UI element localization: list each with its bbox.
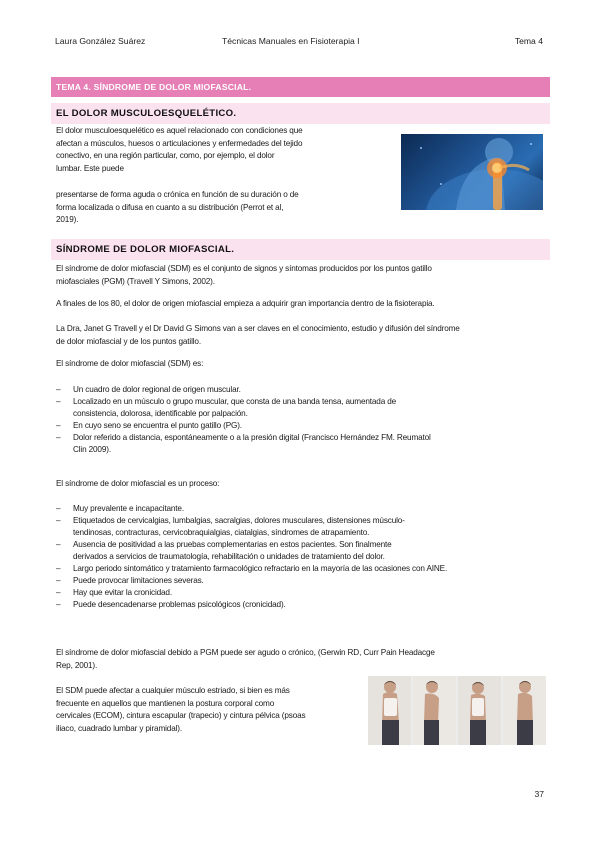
text-line: El síndrome de dolor miofascial debido a PGM puede ser agudo o crónico, (Gerwin RD, Curr Pain Headacge bbox=[56, 648, 435, 657]
list-item bbox=[56, 587, 447, 599]
text-line: presentarse de forma aguda o crónica en función de su duración o de bbox=[56, 190, 299, 199]
text-line: Un cuadro de dolor regional de origen muscular. bbox=[73, 385, 241, 394]
paragraph: A finales de los 80, el dolor de origen miofascial empieza a adquirir gran importancia dentro de la fisioterapia. bbox=[56, 299, 435, 308]
page-number: 37 bbox=[534, 789, 544, 799]
dash-icon: – bbox=[56, 397, 61, 406]
paragraph bbox=[56, 647, 435, 672]
text-line: Ausencia de positividad a las pruebas complementarias en estos pacientes. Son finalmente bbox=[73, 540, 392, 549]
text-line: iliaco, cuadrado lumbar y piramidal). bbox=[56, 723, 182, 733]
list-item bbox=[56, 515, 447, 539]
text-line: consistencia, dolorosa, identificable por palpación. bbox=[73, 409, 248, 418]
text-line: La Dra, Janet G Travell y el Dr David G Simons van a ser claves en el conocimiento, estudio y difusión del síndrome bbox=[56, 324, 460, 333]
text-line: En cuyo seno se encuentra el punto gatillo (PG). bbox=[73, 421, 242, 430]
paragraph bbox=[56, 323, 460, 348]
section-heading: EL DOLOR MUSCULOESQUELÉTICO. bbox=[56, 108, 237, 119]
text-line: frecuente en aquellos que mantienen la postura corporal como bbox=[56, 698, 275, 708]
text-line: El síndrome de dolor miofascial (SDM) es el conjunto de signos y síntomas producidos por los puntos gatillo bbox=[56, 264, 432, 273]
list-item bbox=[56, 539, 447, 563]
paragraph: El síndrome de dolor miofascial (SDM) es: bbox=[56, 359, 204, 368]
text-line: Puede provocar limitaciones severas. bbox=[73, 576, 204, 585]
chapter-title-band bbox=[51, 77, 550, 97]
paragraph bbox=[56, 685, 305, 735]
chapter-title: TEMA 4. SÍNDROME DE DOLOR MIOFASCIAL. bbox=[56, 82, 252, 92]
section-heading-band bbox=[51, 239, 550, 260]
list-item bbox=[56, 599, 447, 611]
text-line: Hay que evitar la cronicidad. bbox=[73, 588, 172, 597]
list-item bbox=[56, 396, 431, 420]
list-item bbox=[56, 503, 447, 515]
dash-icon: – bbox=[56, 588, 61, 597]
header-author: Laura González Suárez bbox=[55, 36, 146, 46]
text-line: Localizado en un músculo o grupo muscular, que consta de una banda tensa, aumentada de bbox=[73, 397, 397, 406]
text-line: El dolor musculoesquelético es aquel relacionado con condiciones que bbox=[56, 126, 303, 135]
dash-icon: – bbox=[56, 504, 61, 513]
text-line: conectivo, en una región particular, como, por ejemplo, el dolor bbox=[56, 151, 275, 160]
paragraph bbox=[56, 125, 303, 175]
dash-icon: – bbox=[56, 421, 61, 430]
section-heading-band bbox=[51, 103, 550, 124]
list-item bbox=[56, 384, 431, 396]
text-line: forma localizada o difusa en cuanto a su distribución (Perrot et al, bbox=[56, 202, 284, 212]
dash-icon: – bbox=[56, 564, 61, 573]
text-line: Largo periodo sintomático y tratamiento farmacológico refractario en la mayoría de las ocasiones con AINE. bbox=[73, 564, 448, 573]
text-line: afectan a músculos, huesos o articulaciones y enfermedades del tejido bbox=[56, 138, 303, 148]
bullet-list bbox=[56, 384, 431, 456]
text-line: derivados a servicios de traumatología, rehabilitación o unidades de tratamiento del dolor. bbox=[73, 552, 385, 561]
header-chapter: Tema 4 bbox=[514, 36, 543, 46]
paragraph bbox=[56, 263, 432, 288]
text-line: tendinosas, contracturas, cervicobraquialgias, ciatalgias, síndromes de atrapamiento. bbox=[73, 528, 370, 537]
text-line: Puede desencadenarse problemas psicológicos (cronicidad). bbox=[73, 600, 286, 609]
dash-icon: – bbox=[56, 516, 61, 525]
text-line: cervicales (ECOM), cintura escapular (trapecio) y cintura pélvica (psoas bbox=[56, 711, 306, 720]
paragraph bbox=[56, 189, 299, 227]
text-line: Muy prevalente e incapacitante. bbox=[73, 504, 184, 513]
list-item bbox=[56, 432, 431, 456]
dash-icon: – bbox=[56, 433, 61, 442]
posture-photo-strip bbox=[368, 676, 546, 745]
bullet-list bbox=[56, 503, 447, 611]
dash-icon: – bbox=[56, 540, 61, 549]
list-item bbox=[56, 420, 431, 432]
text-line: de dolor miofascial y de los puntos gatillo. bbox=[56, 336, 201, 346]
header-course: Técnicas Manuales en Fisioterapia I bbox=[222, 36, 360, 46]
text-line: Dolor referido a distancia, espontáneamente o a la presión digital (Francisco Hernández FM. Reumatol bbox=[73, 433, 431, 442]
dash-icon: – bbox=[56, 385, 61, 394]
text-line: 2019). bbox=[56, 215, 79, 224]
paragraph: El síndrome de dolor miofascial es un proceso: bbox=[56, 479, 220, 488]
text-line: Etiquetados de cervicalgias, lumbalgias, sacralgias, dolores musculares, distensiones músculo- bbox=[73, 516, 405, 525]
dash-icon: – bbox=[56, 600, 61, 609]
text-line: Rep, 2001). bbox=[56, 660, 98, 670]
neck-pain-photo bbox=[401, 134, 543, 210]
text-line: miofasciales (PGM) (Travell Y Simons, 2002). bbox=[56, 276, 215, 286]
list-item bbox=[56, 563, 447, 575]
text-line: Clin 2009). bbox=[73, 445, 111, 454]
text-line: lumbar. Este puede bbox=[56, 163, 124, 173]
section-heading: SÍNDROME DE DOLOR MIOFASCIAL. bbox=[56, 244, 235, 255]
list-item bbox=[56, 575, 447, 587]
dash-icon: – bbox=[56, 576, 61, 585]
text-line: El SDM puede afectar a cualquier músculo estriado, si bien es más bbox=[56, 686, 290, 695]
